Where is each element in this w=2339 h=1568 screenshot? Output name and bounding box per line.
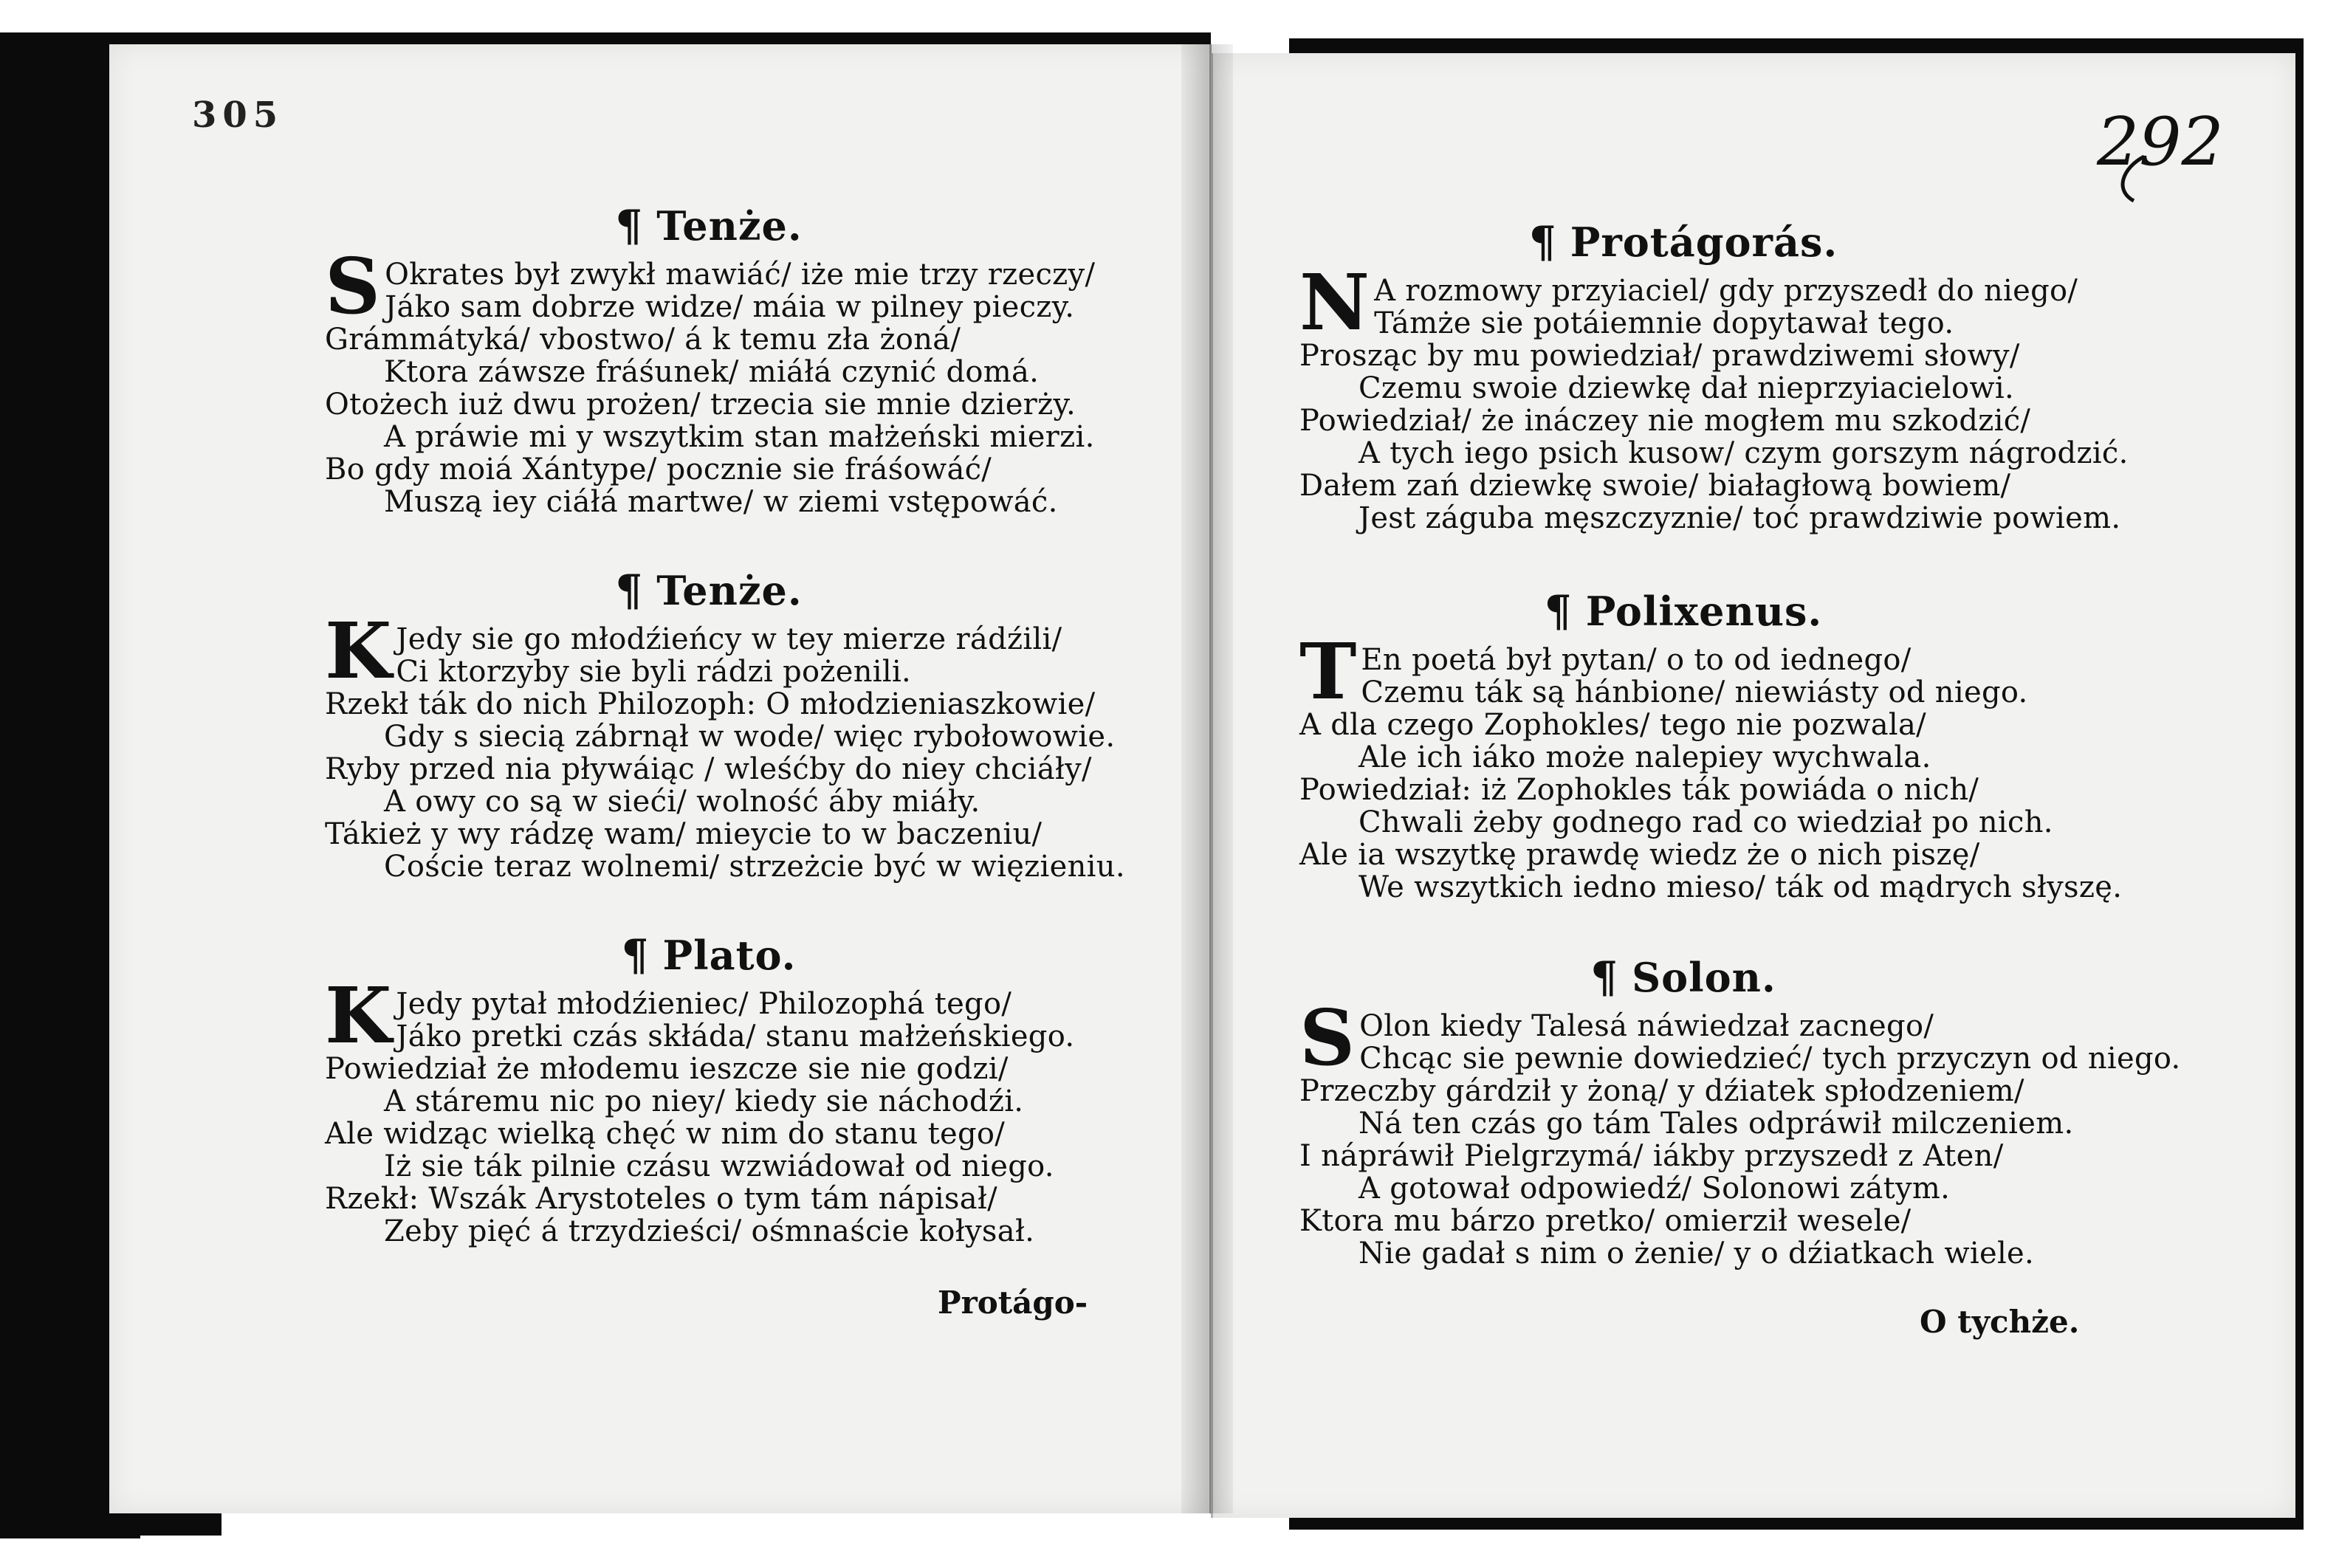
pilcrow-icon: ¶ (615, 201, 644, 251)
pilcrow-icon: ¶ (1590, 952, 1619, 1003)
section-heading (1299, 214, 2067, 270)
poem-line: Otożech iuż dwu prożen/ trzecia sie mnie dzierży. (325, 388, 1076, 422)
pilcrow-icon: ¶ (1528, 217, 1557, 267)
poem-line: I nápráwił Pielgrzymá/ iákby przyszedł z Aten/ (1299, 1139, 2004, 1173)
poem-line: Prosząc by mu powiedział/ prawdziwemi słowy/ (1299, 339, 2020, 373)
poem-line: Chcąc sie pewnie dowiedzieć/ tych przyczyn od niego. (1359, 1042, 2181, 1076)
poem-line: Jáko pretki czás skłáda/ stanu małżeńskiego. (396, 1019, 1075, 1053)
pilcrow-icon: ¶ (621, 930, 650, 980)
poem-line: Czemu ták są hánbione/ niewiásty od niego. (1361, 675, 2028, 709)
poem-line: A dla czego Zophokles/ tego nie pozwala/ (1299, 708, 1926, 742)
heading-text: Plato. (662, 932, 797, 979)
poem-line: Támże sie potáiemnie dopytawał tego. (1374, 306, 1954, 340)
poem-line: Chwali żeby godnego rad co wiedział po nich. (1359, 805, 2053, 839)
poem-line: Czemu swoie dziewkę dał nieprzyiacielowi. (1359, 371, 2014, 405)
section-heading (325, 563, 1093, 619)
poem-line: En poetá był pytan/ o to od iednego/ (1361, 643, 1912, 677)
right-catchword: O tychże. (1920, 1304, 2080, 1340)
poem-body (325, 241, 1096, 519)
page-number-flourish-icon (2115, 154, 2166, 205)
heading-text: Protágorás. (1570, 219, 1838, 266)
poem-line: Ale ia wszytkę prawdę wiedz że o nich piszę/ (1299, 838, 1980, 872)
poem-line: Ale ich iáko może nalepiey wychwala. (1359, 740, 1931, 774)
poem-line: Bo gdy moiá Xántype/ pocznie sie fráśowáć/ (325, 453, 992, 486)
poem-line: Jáko sam dobrze widze/ máia w pilney pieczy. (385, 290, 1075, 324)
right-page-number: 292 (2097, 103, 2224, 181)
heading-text: Polixenus. (1585, 588, 1823, 635)
poem-body (1299, 257, 2129, 535)
poem-line: Tákież y wy rádzę wam/ mieycie to w baczeniu/ (325, 817, 1043, 851)
poem-line: Przeczby gárdził y żoną/ y dźiatek spłodzeniem/ (1299, 1074, 2024, 1108)
poem-line: Powiedział że młodemu ieszcze sie nie godzi/ (325, 1052, 1009, 1086)
poem-line: Grámmátyká/ vbostwo/ á k temu zła żoná/ (325, 323, 961, 357)
book-gutter (1181, 44, 1233, 1513)
left-page-number: 305 (192, 94, 284, 136)
section-heading (325, 198, 1093, 254)
poem-line: A stáremu nic po niey/ kiedy sie náchodźi. (384, 1084, 1024, 1118)
section-heading (1299, 949, 2067, 1005)
poem-line: Ná ten czás go tám Tales odpráwił milczeniem. (1359, 1107, 2074, 1141)
poem-line: Olon kiedy Talesá náwiedzał zacnego/ (1359, 1009, 1934, 1043)
poem-line: Powiedział/ że ináczey nie mogłem mu szkodzić/ (1299, 404, 2031, 438)
section-heading (1299, 583, 2067, 639)
heading-text: Tenże. (656, 202, 803, 250)
poem-line: Ci ktorzyby sie byli rádzi pożenili. (396, 655, 912, 689)
drop-cap: N (1299, 257, 1370, 348)
poem-line: Rzekł ták do nich Philozoph: O młodzieniaszkowie/ (325, 687, 1096, 721)
drop-cap: K (325, 970, 392, 1061)
pilcrow-icon: ¶ (1544, 586, 1573, 636)
poem-line: Jedy sie go młodźieńcy w tey mierze rádźili/ (396, 622, 1062, 656)
poem-line: A práwie mi y wszytkim stan małżeński mierzi. (384, 420, 1095, 454)
drop-cap: S (1299, 992, 1356, 1083)
poem-line: We wszytkich iedno mieso/ ták od mądrych słyszę. (1359, 870, 2123, 904)
poem-line: Dałem zań dziewkę swoie/ białagłową bowiem/ (1299, 469, 2011, 503)
poem-line: Ale widząc wielką chęć w nim do stanu tego/ (325, 1117, 1006, 1151)
poem-line: Ryby przed nia pływáiąc / wleśćby do niey chciáły/ (325, 752, 1092, 786)
poem-line: Rzekł: Wszák Arystoteles o tym tám nápisał/ (325, 1182, 997, 1216)
poem-body (325, 605, 1125, 884)
left-section-3 (325, 927, 1093, 1248)
poem-line: A gotował odpowiedź/ Solonowi zátym. (1359, 1172, 1951, 1206)
poem-line: Iż sie ták pilnie czásu wzwiádował od niego. (384, 1149, 1054, 1183)
heading-text: Tenże. (656, 567, 803, 614)
drop-cap: S (325, 241, 381, 331)
section-heading (325, 927, 1093, 983)
poem-line: A rozmowy przyiaciel/ gdy przyszedł do niego/ (1374, 274, 2078, 308)
poem-line: Muszą iey ciáłá martwe/ w ziemi vstępowáć. (384, 485, 1058, 519)
poem-body (325, 970, 1093, 1248)
drop-cap: K (325, 605, 392, 696)
poem-body (1299, 992, 2181, 1270)
poem-line: Nie gadał s nim o żenie/ y o dźiatkach wiele. (1359, 1237, 2035, 1270)
poem-line: Zeby pięć á trzydzieści/ ośmnaście kołysał. (384, 1214, 1035, 1248)
poem-line: Gdy s siecią zábrnął w wode/ więc rybołowowie. (384, 720, 1116, 754)
right-section-2 (1299, 583, 2123, 904)
heading-text: Solon. (1632, 954, 1776, 1001)
poem-line: Powiedział: iż Zophokles ták powiáda o nich/ (1299, 773, 1979, 807)
poem-line: A owy co są w sieći/ wolność áby miáły. (384, 785, 980, 819)
drop-cap: T (1299, 626, 1357, 717)
left-catchword: Protágo- (938, 1285, 1088, 1321)
poem-line: Jedy pytał młodźieniec/ Philozophá tego/ (396, 987, 1012, 1021)
right-section-3 (1299, 949, 2181, 1270)
poem-line: Ktora záwsze fráśunek/ miáłá czynić domá. (384, 355, 1040, 389)
left-section-2 (325, 563, 1125, 884)
left-section-1 (325, 198, 1096, 519)
poem-body (1299, 626, 2123, 904)
pilcrow-icon: ¶ (615, 565, 644, 616)
poem-line: Coście teraz wolnemi/ strzeżcie być w więzieniu. (384, 850, 1125, 884)
poem-line: Jest záguba męszczyznie/ toć prawdziwie powiem. (1359, 501, 2121, 535)
poem-line: A tych iego psich kusow/ czym gorszym nágrodzić. (1359, 436, 2129, 470)
right-section-1 (1299, 214, 2129, 535)
poem-line: Ktora mu bárzo pretko/ omierził wesele/ (1299, 1204, 1912, 1238)
poem-line: Okrates był zwykł mawiáć/ iże mie trzy rzeczy/ (385, 258, 1096, 292)
